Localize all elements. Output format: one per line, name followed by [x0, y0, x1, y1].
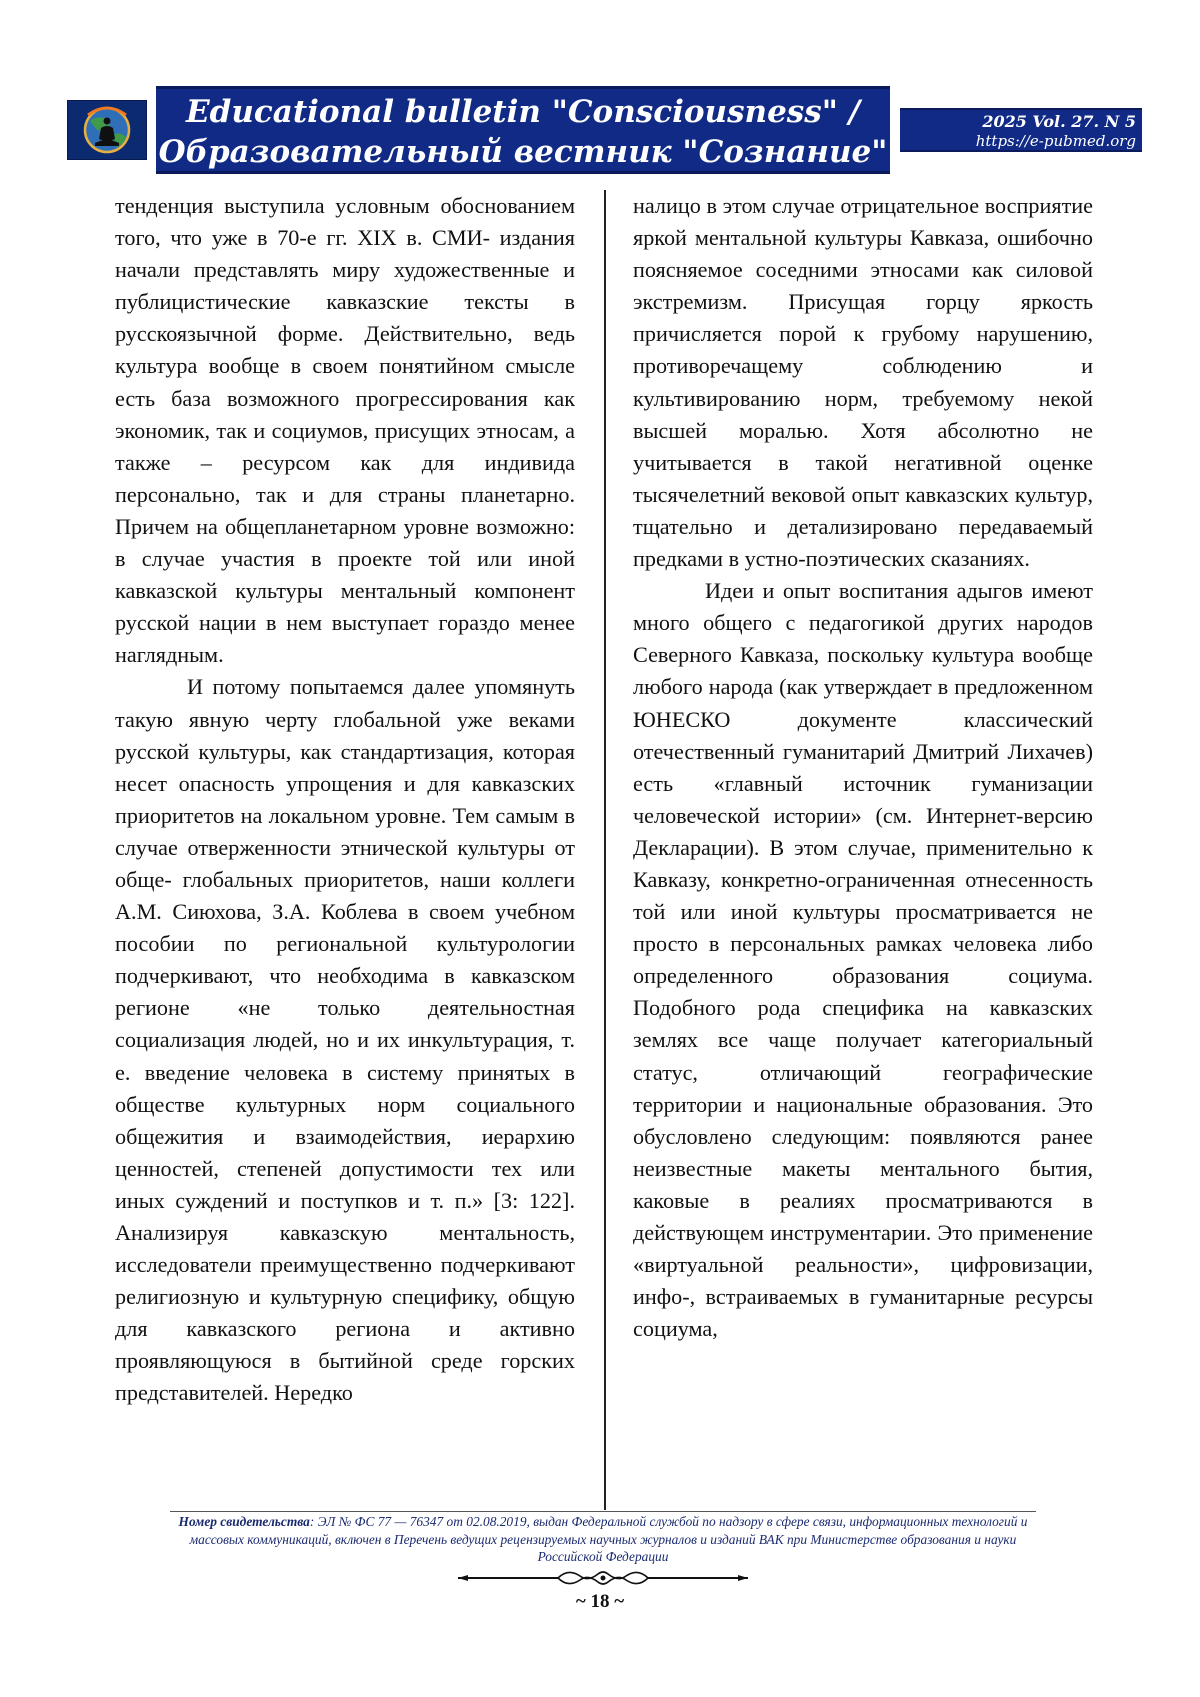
issue-volume: 2025 Vol. 27. N 5	[982, 112, 1136, 131]
registration-label: Номер свидетельства	[178, 1514, 310, 1529]
flourish-divider-icon	[458, 1568, 748, 1588]
left-column	[115, 190, 575, 1510]
journal-title-russian: Образовательный вестник "Сознание"	[158, 134, 888, 170]
journal-logo	[67, 100, 147, 160]
journal-title-banner	[156, 86, 890, 174]
column-divider	[604, 190, 606, 1510]
registration-notice	[170, 1513, 1036, 1566]
journal-url[interactable]: https://e-pubmed.org	[975, 132, 1136, 150]
footer-rule	[170, 1511, 1036, 1512]
right-paragraph-1: налицо в этом случае отрицательное восприятие яркой ментальной культуры Кавказа, ошибочно поясняемое соседними этносами как силовой экстремизм. Присущая горцу яркость причисляется порой к грубому нарушению, противоречащему соблюдению и культивированию норм, требуемому некой высшей моралью. Хотя абсолютно не учитывается в такой негативной оценке тысячелетний вековой опыт кавказских культур, тщательно и детализировано передаваемый предками в устно-поэтических сказаниях.	[633, 193, 1093, 572]
right-column	[633, 190, 1093, 1510]
left-paragraph-2: И потому попытаемся далее упомянуть такую явную черту глобальной уже веками русской культуры, как стандартизация, которая несет опасность упрощения и для кавказских приоритетов на локальном уровне. Тем самым в случае отверженности этнической культуры от обще- глобальных приоритетов, наши коллеги А.М. Сиюхова, З.А. Коблева в своем учебном пособии по региональной культурологии подчеркивают, что необходима в кавказском регионе «не только деятельностная социализация людей, но и их инкультурация, т. е. введение человека в систему принятых в обществе культурных норм социального общежития и взаимодействия, иерархию ценностей, степеней допустимости тех или иных суждений и поступков и т. п.» [3: 122]. Анализируя кавказскую ментальность, исследователи преимущественно подчеркивают религиозную и культурную специфику, общую для кавказского региона и активно проявляющуюся в бытийной среде горских представителей. Нередко	[115, 674, 575, 1406]
registration-text: : ЭЛ № ФС 77 — 76347 от 02.08.2019, выдан Федеральной службой по надзору в сфере связи, информационных технологий и массовых коммуникаций, включен в Перечень ведущих рецензируемых научных журналов и изданий ВАК при Министерстве образования и науки Российской Федерации	[189, 1514, 1028, 1564]
globe-meditation-logo-icon	[68, 101, 146, 159]
right-paragraph-2: Идеи и опыт воспитания адыгов имеют много общего с педагогикой других народов Северного Кавказа, поскольку культура вообще любого народа (как утверждает в предложенном ЮНЕСКО документе классический отечественный гуманитарий Дмитрий Лихачев) есть «главный источник гуманизации человеческой истории» (см. Интернет-версию Декларации). В этом случае, применительно к Кавказу, конкретно-ограниченная отнесенность той или иной культуры просматривается не просто в персональных рамках человека либо определенного образования социума. Подобного рода специфика на кавказских землях все чаще получает категориальный статус, отличающий географические территории и национальные образования. Это обусловлено следующим: появляются ранее неизвестные макеты ментального бытия, каковые в реалиях просматриваются в действующем инструментарии. Это применение «виртуальной реальности», цифровизации, инфо-, встраиваемых в гуманитарные ресурсы социума,	[633, 578, 1093, 1342]
issue-info-banner	[900, 108, 1142, 152]
page-number: ~ 18 ~	[575, 1591, 625, 1612]
left-paragraph-1: тенденция выступила условным обоснованием того, что уже в 70-е гг. XIX в. СМИ- издания начали представлять миру художественные и публицистические кавказские тексты в русскоязычной форме. Действительно, ведь культура вообще в своем понятийном смысле есть база возможного прогрессирования как экономик, так и социумов, присущих этносам, а также – ресурсом как для индивида персонально, так и для страны планетарно. Причем на общепланетарном уровне возможно: в случае участия в проекте той или иной кавказской культуры ментальный компонент русской нации в нем выступает гораздо менее наглядным.	[115, 193, 575, 668]
journal-title-english: Educational bulletin "Consciousness" /	[186, 94, 860, 130]
